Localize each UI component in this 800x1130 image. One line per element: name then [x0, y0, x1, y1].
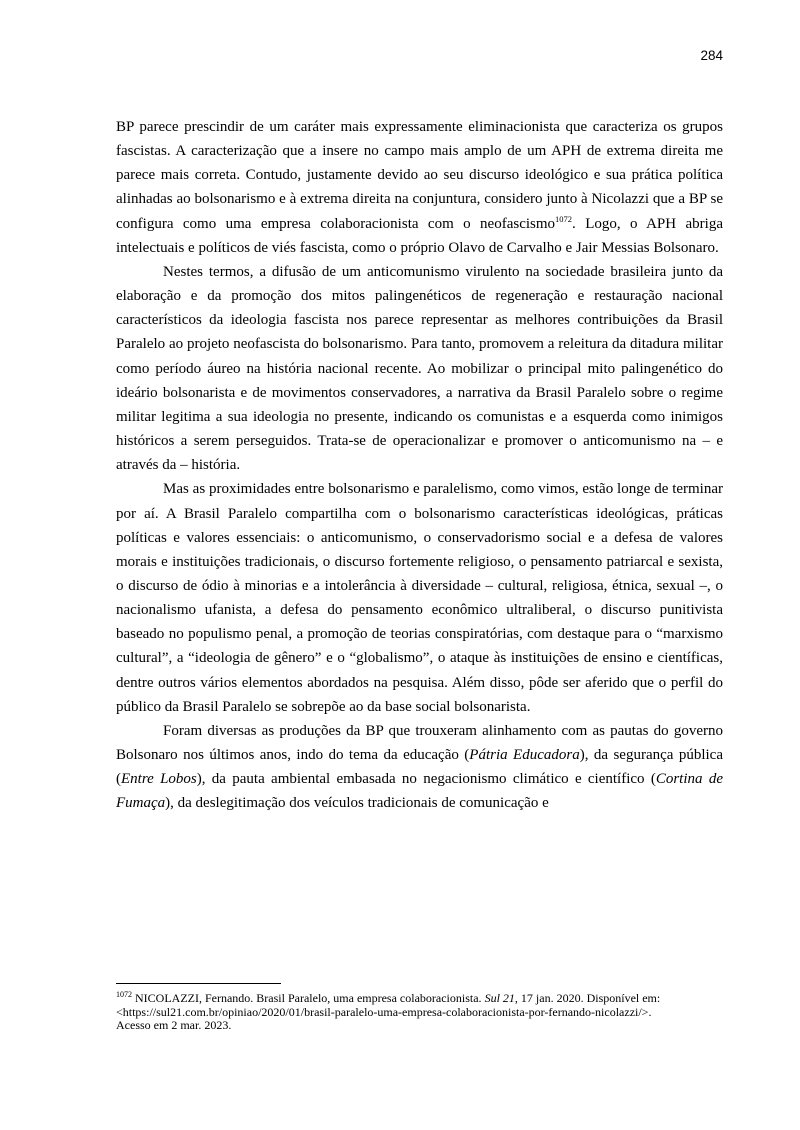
footnote: [116, 992, 723, 1033]
footnote-divider: [116, 983, 281, 984]
title-patria-educadora: Pátria Educadora: [469, 747, 580, 764]
paragraph-2: Nestes termos, a difusão de um anticomunismo virulento na sociedade brasileira junto da elaboração e da promoção dos mitos palingenéticos de regeneração e restauração nacional característicos da ideologia fascista nos parece representar as melhores contribuições da Brasil Paralelo ao projeto neofascista do bolsonarismo. Para tanto, promovem a releitura da ditadura militar como período áureo na história nacional recente. Ao mobilizar o principal mito palingenético do ideário bolsonarista e de movimentos conservadores, a narrativa da Brasil Paralelo sobre o regime militar legitima a sua ideologia no presente, indicando os comunistas e a esquerda como inimigos históricos a serem perseguidos. Trata-se de operacionalizar e promover o anticomunismo na – e através da – história.: [116, 263, 723, 474]
footnote-number: 1072: [116, 990, 132, 999]
page-number: 284: [700, 48, 723, 63]
title-entre-lobos: Entre Lobos: [121, 771, 197, 788]
footnote-reference[interactable]: 1072: [555, 213, 573, 224]
paragraph-4-text-2: ), da segurança pública (: [116, 747, 723, 788]
body-text: [116, 115, 723, 816]
paragraph-1-text-b: . Logo, o APH abriga intelectuais e políticos de viés fascista, como o próprio Olavo de Carvalho e Jair Messias Bolsonaro.: [116, 215, 723, 256]
paragraph-4-text-3: ), da pauta ambiental embasada no negacionismo climático e científico (: [196, 771, 656, 788]
footnote-url[interactable]: <https://sul21.com.br/opiniao/2020/01/brasil-paralelo-uma-empresa-colaboracionista-por-fernando-nicolazzi/>.: [116, 1004, 652, 1019]
paragraph-1: [116, 115, 723, 260]
footnote-text-a: NICOLAZZI, Fernando. Brasil Paralelo, uma empresa colaboracionista.: [132, 991, 485, 1005]
footnote-source: Sul 21: [484, 991, 515, 1005]
paragraph-4-text-4: ), da deslegitimação dos veículos tradicionais de comunicação e: [165, 795, 549, 812]
paragraph-4-text-1: Foram diversas as produções da BP que trouxeram alinhamento com as pautas do governo Bolsonaro nos últimos anos, indo do tema da educação (: [116, 722, 723, 764]
footnote-access-date: Acesso em 2 mar. 2023.: [116, 1018, 232, 1032]
paragraph-4: [116, 719, 723, 816]
footnote-citation: [116, 992, 723, 1006]
paragraph-1-text-a: BP parece prescindir de um caráter mais expressamente eliminacionista que caracteriza os grupos fascistas. A caracterização que a insere no campo mais amplo de um APH de extrema direita me parece mais correta. Contudo, justamente devido ao seu discurso ideológico e sua prática política alinhadas ao bolsonarismo e à extrema direita na conjuntura, considero junto à Nicolazzi que a BP se configura como uma empresa colaboracionista com o neofascismo: [116, 119, 723, 232]
title-cortina-de-fumaca: Cortina de Fumaça: [116, 771, 723, 812]
footnote-text-b: , 17 jan. 2020. Disponível em:: [514, 991, 661, 1005]
paragraph-3: Mas as proximidades entre bolsonarismo e paralelismo, como vimos, estão longe de terminar por aí. A Brasil Paralelo compartilha com o bolsonarismo características ideológicas, práticas políticas e valores essenciais: o anticomunismo, o conservadorismo social e a defesa de valores morais e instituições tradicionais, o discurso fortemente religioso, o pensamento patriarcal e sexista, o discurso de ódio à minorias e a intolerância à diversidade – cultural, religiosa, étnica, sexual –, o nacionalismo ufanista, a defesa do pensamento econômico ultraliberal, o discurso punitivista baseado no populismo penal, a promoção de teorias conspiratórias, com destaque para o “marxismo cultural”, a “ideologia de gênero” e o “globalismo”, o ataque às instituições de ensino e científicas, dentre outros vários elementos abordados na pesquisa. Além disso, pôde ser aferido que o perfil do público da Brasil Paralelo se sobrepõe ao da base social bolsonarista.: [116, 481, 723, 715]
